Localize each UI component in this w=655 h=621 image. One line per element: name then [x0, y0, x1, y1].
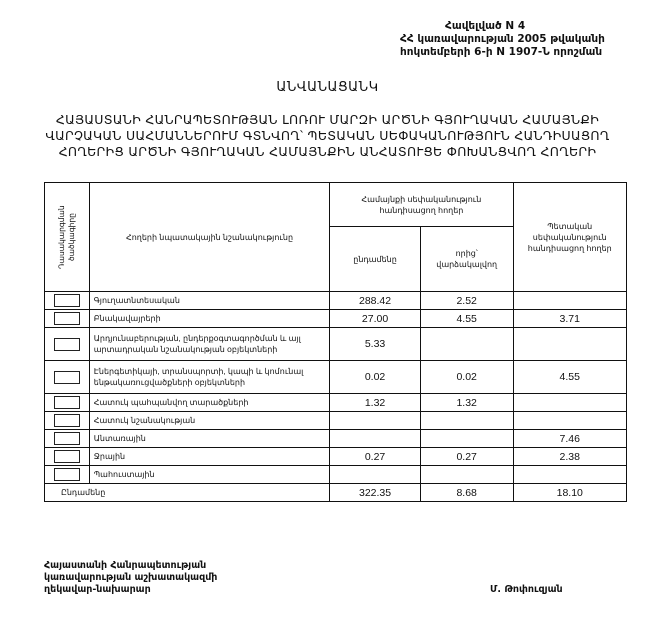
annex-decree-line: ՀՀ կառավարության 2005 թվականի — [400, 33, 605, 45]
code-input-box[interactable] — [54, 414, 80, 427]
community-leased-value: 2.52 — [420, 292, 513, 310]
land-purpose-label: Ջրային — [89, 448, 330, 466]
state-owned-value — [513, 328, 627, 361]
community-total-value: 5.33 — [330, 328, 421, 361]
code-cell — [45, 394, 90, 412]
table-row — [45, 430, 627, 448]
annex-decree-date: հոկտեմբերի 6-ի N 1907-Ն որոշման — [400, 46, 603, 58]
code-cell — [45, 448, 90, 466]
document-title: ԱՆՎԱՆԱՑԱՆԿ — [276, 80, 379, 95]
header-state-owned: Պետական սեփականություն հանդիսացող հողեր — [513, 183, 627, 292]
code-cell — [45, 466, 90, 484]
code-cell — [45, 361, 90, 394]
land-purpose-label: Անտառային — [89, 430, 330, 448]
code-input-box[interactable] — [54, 294, 80, 307]
footer-signature-title — [44, 560, 217, 596]
community-leased-value: 0.02 — [420, 361, 513, 394]
state-owned-value: 2.38 — [513, 448, 627, 466]
community-total-value: 288.42 — [330, 292, 421, 310]
state-owned-value — [513, 466, 627, 484]
code-cell — [45, 328, 90, 361]
table-row — [45, 328, 627, 361]
community-total-value: 1.32 — [330, 394, 421, 412]
community-leased-value: 4.55 — [420, 310, 513, 328]
community-leased-value — [420, 412, 513, 430]
code-cell — [45, 430, 90, 448]
code-input-box[interactable] — [54, 371, 80, 384]
totals-community-leased: 8.68 — [420, 484, 513, 502]
table-row — [45, 394, 627, 412]
annex-number: Հավելված N 4 — [445, 20, 526, 32]
community-total-value: 27.00 — [330, 310, 421, 328]
land-purpose-label: Պահուստային — [89, 466, 330, 484]
community-total-value — [330, 466, 421, 484]
footer-line: ղեկավար-նախարար — [44, 584, 151, 595]
header-total: ընդամենը — [330, 227, 421, 292]
totals-row — [45, 484, 627, 502]
community-leased-value — [420, 466, 513, 484]
header-classification-code: Դասակարգման ծածկագիրը — [45, 183, 90, 292]
header-community-owned: Համայնքի սեփականություն հանդիսացող հողեր — [330, 183, 513, 227]
community-leased-value: 0.27 — [420, 448, 513, 466]
table-row — [45, 412, 627, 430]
totals-label: Ընդամենը — [45, 484, 330, 502]
land-purpose-label: Արդյունաբերության, ընդերքօգտագործման և այլ արտադրական նշանակության օբյեկտների — [89, 328, 330, 361]
totals-community-total: 322.35 — [330, 484, 421, 502]
community-leased-value — [420, 430, 513, 448]
code-cell — [45, 412, 90, 430]
land-purpose-label: Էներգետիկայի, տրանսպորտի, կապի և կոմունալ ենթակառուցվածքների օբյեկտների — [89, 361, 330, 394]
code-input-box[interactable] — [54, 312, 80, 325]
land-purpose-label: Հատուկ պահպանվող տարածքների — [89, 394, 330, 412]
table-row — [45, 466, 627, 484]
annex-reference — [400, 20, 640, 59]
code-cell — [45, 310, 90, 328]
header-leased: որից՝ վարձակալվող — [420, 227, 513, 292]
state-owned-value: 3.71 — [513, 310, 627, 328]
totals-state-owned: 18.10 — [513, 484, 627, 502]
land-table — [44, 182, 627, 502]
table-row — [45, 448, 627, 466]
table-row — [45, 310, 627, 328]
land-purpose-label: Հատուկ նշանակության — [89, 412, 330, 430]
footer-line: կառավարության աշխատակազմի — [44, 572, 218, 583]
code-input-box[interactable] — [54, 396, 80, 409]
subtitle-line: ՎԱՐՉԱԿԱՆ ՍԱՀՄԱՆՆԵՐՈՒՄ ԳՏՆՎՈՂ՝ ՊԵՏԱԿԱՆ ՍԵՓԱԿԱՆՈՒԹՅՈՒՆ ՀԱՆԴԻՍԱՑՈՂ — [45, 128, 610, 143]
code-cell — [45, 292, 90, 310]
footer-line: Հայաստանի Հանրապետության — [44, 560, 207, 571]
state-owned-value — [513, 412, 627, 430]
code-input-box[interactable] — [54, 450, 80, 463]
community-total-value — [330, 430, 421, 448]
document-subtitle — [20, 112, 635, 160]
state-owned-value — [513, 292, 627, 310]
community-leased-value — [420, 328, 513, 361]
code-input-box[interactable] — [54, 468, 80, 481]
code-input-box[interactable] — [54, 338, 80, 351]
table-row — [45, 292, 627, 310]
state-owned-value: 7.46 — [513, 430, 627, 448]
community-leased-value: 1.32 — [420, 394, 513, 412]
signatory-name: Մ. Թոփուզյան — [490, 584, 563, 595]
subtitle-line: ՀԱՅԱՍՏԱՆԻ ՀԱՆՐԱՊԵՏՈՒԹՅԱՆ ԼՈՌՈՒ ՄԱՐԶԻ ԱՐԾՆԻ ԳՅՈՒՂԱԿԱՆ ՀԱՄԱՅՆՔԻ — [55, 112, 600, 127]
state-owned-value: 4.55 — [513, 361, 627, 394]
code-input-box[interactable] — [54, 432, 80, 445]
state-owned-value — [513, 394, 627, 412]
community-total-value: 0.02 — [330, 361, 421, 394]
community-total-value: 0.27 — [330, 448, 421, 466]
table-row — [45, 361, 627, 394]
subtitle-line: ՀՈՂԵՐԻՑ ԱՐԾՆԻ ԳՅՈՒՂԱԿԱՆ ՀԱՄԱՅՆՔԻՆ ԱՆՀԱՏՈՒՑԵ ՓՈԽԱՆՑՎՈՂ ՀՈՂԵՐԻ — [58, 144, 597, 159]
community-total-value — [330, 412, 421, 430]
land-purpose-label: Գյուղատնտեսական — [89, 292, 330, 310]
header-land-purpose: Հողերի նպատակային նշանակությունը — [89, 183, 330, 292]
land-purpose-label: Բնակավայրերի — [89, 310, 330, 328]
